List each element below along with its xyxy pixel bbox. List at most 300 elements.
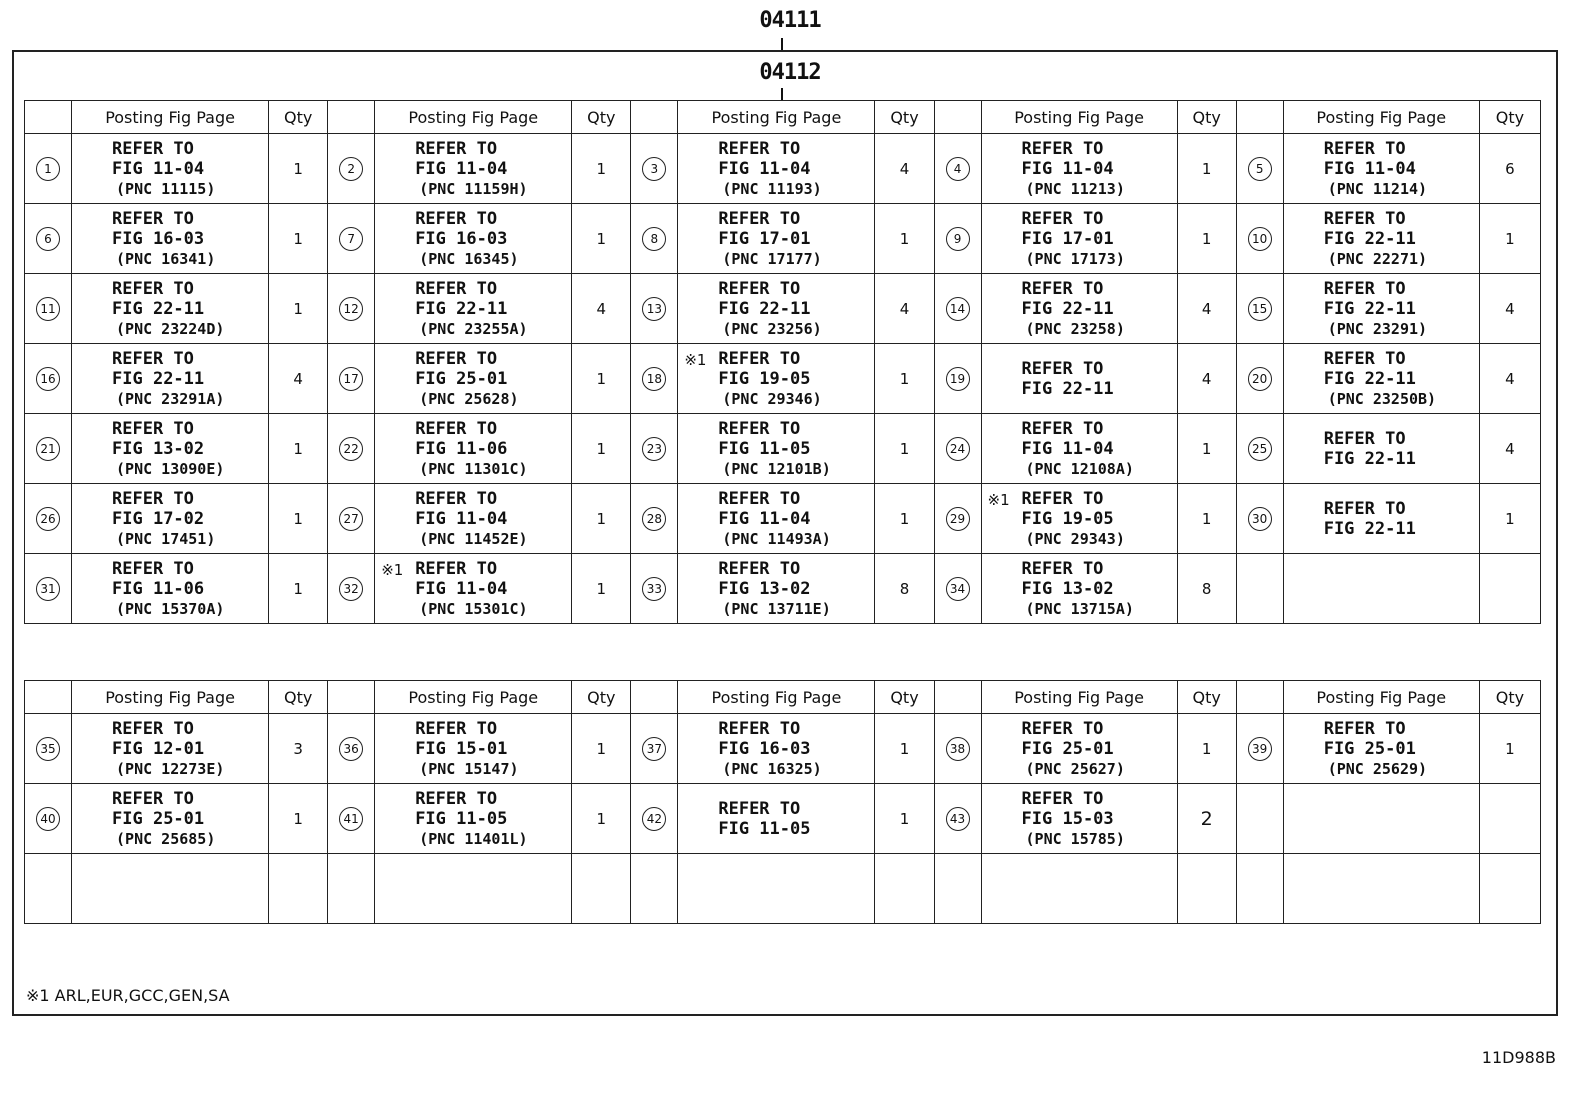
header-index-blank <box>25 681 72 714</box>
header-index-blank <box>631 101 678 134</box>
table-row <box>25 484 1541 554</box>
item-number-cell <box>934 554 981 624</box>
fig-reference: FIG 22-11 <box>112 298 205 319</box>
item-number-cell <box>1236 344 1283 414</box>
posting-fig-page-cell <box>981 204 1177 274</box>
fig-reference: FIG 13-02 <box>1021 578 1114 599</box>
refer-to-text: REFER TO <box>415 418 498 439</box>
callout-number: 14 <box>946 297 970 321</box>
qty-cell <box>572 854 631 924</box>
item-number-cell <box>631 274 678 344</box>
posting-fig-page-cell <box>981 344 1177 414</box>
qty-cell: 1 <box>269 414 328 484</box>
callout-number: 40 <box>36 807 60 831</box>
fig-reference: FIG 17-02 <box>112 508 205 529</box>
pnc-number: (PNC 23224D) <box>116 319 225 338</box>
refer-to-text: REFER TO <box>718 278 801 299</box>
posting-fig-page-cell <box>1283 484 1479 554</box>
refer-to-text: REFER TO <box>415 348 498 369</box>
item-number-cell <box>328 204 375 274</box>
item-number-cell <box>1236 134 1283 204</box>
pnc-number: (PNC 11401L) <box>419 829 528 848</box>
qty-cell: 1 <box>1177 204 1236 274</box>
header-qty: Qty <box>1479 681 1540 714</box>
header-posting-fig-page: Posting Fig Page <box>1283 101 1479 134</box>
pnc-number: (PNC 13715A) <box>1025 599 1134 618</box>
pnc-number: (PNC 15785) <box>1025 829 1125 848</box>
qty-cell: 1 <box>1479 714 1540 784</box>
header-posting-fig-page: Posting Fig Page <box>1283 681 1479 714</box>
fig-reference: FIG 11-06 <box>415 438 508 459</box>
assembly-code-tick <box>781 38 783 50</box>
callout-number: 15 <box>1248 297 1272 321</box>
pnc-number: (PNC 17177) <box>722 249 822 268</box>
pnc-number: (PNC 25628) <box>419 389 519 408</box>
qty-cell: 1 <box>572 204 631 274</box>
table-row <box>25 344 1541 414</box>
qty-cell <box>1479 784 1540 854</box>
posting-fig-page-cell <box>375 714 572 784</box>
item-number-cell <box>631 554 678 624</box>
item-number-cell <box>25 484 72 554</box>
qty-cell: 2 <box>1177 784 1236 854</box>
header-index-blank <box>631 681 678 714</box>
callout-number: 23 <box>642 437 666 461</box>
pnc-number: (PNC 11213) <box>1025 179 1125 198</box>
fig-reference: FIG 16-03 <box>718 738 811 759</box>
pnc-number: (PNC 11493A) <box>722 529 831 548</box>
header-index-blank <box>25 101 72 134</box>
callout-number: 5 <box>1248 157 1272 181</box>
fig-reference: FIG 11-04 <box>415 578 508 599</box>
pnc-number: (PNC 16345) <box>419 249 519 268</box>
item-number-cell <box>631 854 678 924</box>
qty-cell: 4 <box>1177 274 1236 344</box>
posting-fig-page-cell <box>72 344 269 414</box>
callout-number: 33 <box>642 577 666 601</box>
refer-to-text: REFER TO <box>718 208 801 229</box>
item-number-cell <box>1236 414 1283 484</box>
posting-fig-page-cell <box>678 274 875 344</box>
header-posting-fig-page: Posting Fig Page <box>678 681 875 714</box>
callout-number: 25 <box>1248 437 1272 461</box>
header-posting-fig-page: Posting Fig Page <box>981 101 1177 134</box>
refer-to-text: REFER TO <box>1323 138 1406 159</box>
refer-to-text: REFER TO <box>112 278 194 299</box>
posting-fig-page-cell <box>1283 784 1479 854</box>
item-number-cell <box>328 344 375 414</box>
fig-reference: FIG 13-02 <box>718 578 811 599</box>
item-number-cell <box>328 554 375 624</box>
fig-reference: FIG 25-01 <box>1021 738 1114 759</box>
item-number-cell <box>25 854 72 924</box>
table-row <box>25 784 1541 854</box>
item-number-cell <box>934 714 981 784</box>
posting-fig-page-cell <box>981 554 1177 624</box>
qty-cell: 1 <box>875 414 934 484</box>
fig-reference: FIG 11-05 <box>718 818 811 839</box>
refer-to-text: REFER TO <box>415 558 498 579</box>
item-number-cell <box>934 784 981 854</box>
pnc-number: (PNC 15147) <box>419 759 519 778</box>
posting-fig-page-cell <box>1283 344 1479 414</box>
pnc-number: (PNC 11452E) <box>419 529 528 548</box>
posting-fig-page-cell <box>1283 274 1479 344</box>
posting-fig-page-cell <box>375 204 572 274</box>
fig-reference: FIG 22-11 <box>415 298 508 319</box>
fig-reference: FIG 22-11 <box>1323 448 1416 469</box>
posting-fig-page-cell <box>678 554 875 624</box>
header-qty: Qty <box>572 101 631 134</box>
header-qty: Qty <box>1479 101 1540 134</box>
posting-fig-page-cell <box>72 414 269 484</box>
qty-cell: 4 <box>875 274 934 344</box>
fig-reference: FIG 17-01 <box>718 228 811 249</box>
callout-number: 37 <box>642 737 666 761</box>
pnc-number: (PNC 11115) <box>116 179 216 198</box>
callout-number: 38 <box>946 737 970 761</box>
refer-to-text: REFER TO <box>112 558 194 579</box>
fig-reference: FIG 22-11 <box>718 298 811 319</box>
item-number-cell <box>25 344 72 414</box>
refer-to-text: REFER TO <box>415 718 498 739</box>
item-number-cell <box>631 414 678 484</box>
refer-to-text: REFER TO <box>1021 358 1104 379</box>
qty-cell: 1 <box>1177 414 1236 484</box>
qty-cell <box>875 854 934 924</box>
qty-cell: 6 <box>1479 134 1540 204</box>
posting-fig-page-cell <box>1283 554 1479 624</box>
pnc-number: (PNC 13711E) <box>722 599 831 618</box>
header-index-blank <box>1236 681 1283 714</box>
header-posting-fig-page: Posting Fig Page <box>678 101 875 134</box>
posting-fig-page-cell <box>981 854 1177 924</box>
refer-to-text: REFER TO <box>1021 718 1104 739</box>
refer-to-text: REFER TO <box>415 488 498 509</box>
fig-reference: FIG 22-11 <box>1021 298 1114 319</box>
posting-fig-page-cell <box>72 714 269 784</box>
item-number-cell <box>328 134 375 204</box>
refer-to-text: REFER TO <box>1021 278 1104 299</box>
parts-reference-table-2 <box>24 680 1541 924</box>
qty-cell: 4 <box>1177 344 1236 414</box>
qty-cell <box>1479 554 1540 624</box>
fig-reference: FIG 17-01 <box>1021 228 1114 249</box>
qty-cell <box>269 854 328 924</box>
posting-fig-page-cell <box>678 134 875 204</box>
refer-to-text: REFER TO <box>718 718 801 739</box>
pnc-number: (PNC 12108A) <box>1025 459 1134 478</box>
posting-fig-page-cell <box>375 484 572 554</box>
pnc-number: (PNC 23258) <box>1025 319 1125 338</box>
pnc-number: (PNC 16325) <box>722 759 822 778</box>
item-number-cell <box>1236 714 1283 784</box>
fig-reference: FIG 22-11 <box>1323 298 1416 319</box>
refer-to-text: REFER TO <box>718 798 801 819</box>
footnote-marker: ※1 <box>381 561 404 579</box>
callout-number: 6 <box>36 227 60 251</box>
fig-reference: FIG 11-04 <box>1021 438 1114 459</box>
header-qty: Qty <box>572 681 631 714</box>
pnc-number: (PNC 11301C) <box>419 459 528 478</box>
posting-fig-page-cell <box>1283 134 1479 204</box>
header-posting-fig-page: Posting Fig Page <box>72 681 269 714</box>
refer-to-text: REFER TO <box>1021 208 1104 229</box>
callout-number: 20 <box>1248 367 1272 391</box>
qty-cell: 1 <box>1479 484 1540 554</box>
refer-to-text: REFER TO <box>415 278 498 299</box>
item-number-cell <box>934 134 981 204</box>
pnc-number: (PNC 23250B) <box>1327 389 1437 408</box>
refer-to-text: REFER TO <box>1323 278 1406 299</box>
qty-cell: 1 <box>572 784 631 854</box>
callout-number: 21 <box>36 437 60 461</box>
pnc-number: (PNC 11214) <box>1327 179 1428 198</box>
qty-cell: 1 <box>875 344 934 414</box>
header-posting-fig-page: Posting Fig Page <box>375 681 572 714</box>
item-number-cell <box>25 554 72 624</box>
header-qty: Qty <box>1177 101 1236 134</box>
pnc-number: (PNC 23291) <box>1327 319 1428 338</box>
posting-fig-page-cell <box>72 484 269 554</box>
fig-reference: FIG 11-04 <box>1323 158 1416 179</box>
item-number-cell <box>1236 784 1283 854</box>
header-posting-fig-page: Posting Fig Page <box>375 101 572 134</box>
refer-to-text: REFER TO <box>1021 418 1104 439</box>
fig-reference: FIG 15-01 <box>415 738 508 759</box>
posting-fig-page-cell <box>678 714 875 784</box>
fig-reference: FIG 11-04 <box>415 508 508 529</box>
footnote-marker: ※1 <box>684 351 707 369</box>
qty-cell: 4 <box>572 274 631 344</box>
qty-cell: 1 <box>875 784 934 854</box>
posting-fig-page-cell <box>72 204 269 274</box>
sub-assembly-code: 04112 <box>759 60 821 85</box>
callout-number: 13 <box>642 297 666 321</box>
refer-to-text: REFER TO <box>1021 138 1104 159</box>
posting-fig-page-cell <box>678 414 875 484</box>
footnote-marker: ※1 <box>987 491 1010 509</box>
callout-number: 29 <box>946 507 970 531</box>
callout-number: 43 <box>946 807 970 831</box>
qty-cell: 4 <box>875 134 934 204</box>
qty-cell: 1 <box>572 414 631 484</box>
posting-fig-page-cell <box>678 344 875 414</box>
pnc-number: (PNC 11159H) <box>419 179 528 198</box>
image-id: 11D988B <box>1481 1048 1556 1067</box>
item-number-cell <box>328 274 375 344</box>
posting-fig-page-cell <box>72 134 269 204</box>
posting-fig-page-cell <box>678 484 875 554</box>
callout-number: 24 <box>946 437 970 461</box>
parts-reference-table-1 <box>24 100 1541 624</box>
sub-assembly-code-tick <box>781 88 783 100</box>
item-number-cell <box>1236 554 1283 624</box>
refer-to-text: REFER TO <box>415 208 498 229</box>
qty-cell: 4 <box>1479 414 1540 484</box>
refer-to-text: REFER TO <box>718 138 801 159</box>
pnc-number: (PNC 16341) <box>116 249 216 268</box>
callout-number: 1 <box>36 157 60 181</box>
qty-cell <box>1479 854 1540 924</box>
item-number-cell <box>25 784 72 854</box>
fig-reference: FIG 11-04 <box>718 508 811 529</box>
table-row <box>25 554 1541 624</box>
posting-fig-page-cell <box>1283 854 1479 924</box>
refer-to-text: REFER TO <box>415 788 498 809</box>
item-number-cell <box>934 484 981 554</box>
posting-fig-page-cell <box>981 274 1177 344</box>
pnc-number: (PNC 29343) <box>1025 529 1125 548</box>
item-number-cell <box>328 854 375 924</box>
item-number-cell <box>934 854 981 924</box>
item-number-cell <box>1236 274 1283 344</box>
qty-cell: 4 <box>1479 344 1540 414</box>
callout-number: 42 <box>642 807 666 831</box>
header-posting-fig-page: Posting Fig Page <box>981 681 1177 714</box>
qty-cell: 4 <box>1479 274 1540 344</box>
fig-reference: FIG 22-11 <box>1323 518 1416 539</box>
header-qty: Qty <box>269 101 328 134</box>
fig-reference: FIG 22-11 <box>1323 228 1416 249</box>
item-number-cell <box>631 134 678 204</box>
qty-cell: 1 <box>1177 484 1236 554</box>
fig-reference: FIG 11-04 <box>1021 158 1114 179</box>
posting-fig-page-cell <box>72 784 269 854</box>
item-number-cell <box>25 274 72 344</box>
pnc-number: (PNC 17451) <box>116 529 216 548</box>
pnc-number: (PNC 15301C) <box>419 599 528 618</box>
pnc-number: (PNC 13090E) <box>116 459 225 478</box>
fig-reference: FIG 22-11 <box>112 368 205 389</box>
refer-to-text: REFER TO <box>718 418 801 439</box>
refer-to-text: REFER TO <box>112 208 194 229</box>
pnc-number: (PNC 23256) <box>722 319 822 338</box>
pnc-number: (PNC 25685) <box>116 829 216 848</box>
qty-cell: 1 <box>875 484 934 554</box>
qty-cell: 1 <box>269 204 328 274</box>
posting-fig-page-cell <box>1283 714 1479 784</box>
fig-reference: FIG 11-05 <box>718 438 811 459</box>
fig-reference: FIG 11-05 <box>415 808 508 829</box>
fig-reference: FIG 11-04 <box>718 158 811 179</box>
item-number-cell <box>934 204 981 274</box>
assembly-code: 04111 <box>759 8 821 33</box>
posting-fig-page-cell <box>981 714 1177 784</box>
fig-reference: FIG 11-04 <box>415 158 508 179</box>
callout-number: 16 <box>36 367 60 391</box>
qty-cell: 1 <box>269 554 328 624</box>
item-number-cell <box>25 414 72 484</box>
qty-cell <box>1177 854 1236 924</box>
callout-number: 19 <box>946 367 970 391</box>
callout-number: 32 <box>339 577 363 601</box>
qty-cell: 3 <box>269 714 328 784</box>
pnc-number: (PNC 11193) <box>722 179 822 198</box>
fig-reference: FIG 19-05 <box>718 368 811 389</box>
pnc-number: (PNC 15370A) <box>116 599 225 618</box>
item-number-cell <box>328 484 375 554</box>
refer-to-text: REFER TO <box>112 348 194 369</box>
posting-fig-page-cell <box>1283 204 1479 274</box>
refer-to-text: REFER TO <box>112 718 194 739</box>
callout-number: 3 <box>642 157 666 181</box>
item-number-cell <box>25 134 72 204</box>
item-number-cell <box>25 204 72 274</box>
callout-number: 41 <box>339 807 363 831</box>
qty-cell: 1 <box>269 484 328 554</box>
refer-to-text: REFER TO <box>718 558 801 579</box>
fig-reference: FIG 25-01 <box>415 368 508 389</box>
qty-cell: 1 <box>269 134 328 204</box>
item-number-cell <box>631 714 678 784</box>
fig-reference: FIG 25-01 <box>1323 738 1416 759</box>
item-number-cell <box>631 204 678 274</box>
fig-reference: FIG 22-11 <box>1323 368 1416 389</box>
callout-number: 12 <box>339 297 363 321</box>
refer-to-text: REFER TO <box>1323 428 1406 449</box>
fig-reference: FIG 25-01 <box>112 808 205 829</box>
refer-to-text: REFER TO <box>718 348 801 369</box>
qty-cell: 1 <box>269 784 328 854</box>
callout-number: 8 <box>642 227 666 251</box>
item-number-cell <box>1236 484 1283 554</box>
qty-cell: 1 <box>572 134 631 204</box>
callout-number: 22 <box>339 437 363 461</box>
refer-to-text: REFER TO <box>1021 558 1104 579</box>
posting-fig-page-cell <box>981 134 1177 204</box>
refer-to-text: REFER TO <box>1021 488 1104 509</box>
qty-cell: 8 <box>1177 554 1236 624</box>
posting-fig-page-cell <box>72 274 269 344</box>
callout-number: 4 <box>946 157 970 181</box>
pnc-number: (PNC 25629) <box>1327 759 1428 778</box>
fig-reference: FIG 13-02 <box>112 438 205 459</box>
table-row <box>25 414 1541 484</box>
posting-fig-page-cell <box>678 854 875 924</box>
qty-cell: 1 <box>572 554 631 624</box>
pnc-number: (PNC 12101B) <box>722 459 831 478</box>
header-qty: Qty <box>1177 681 1236 714</box>
qty-cell: 1 <box>572 484 631 554</box>
refer-to-text: REFER TO <box>1323 208 1406 229</box>
qty-cell: 1 <box>875 204 934 274</box>
item-number-cell <box>25 714 72 784</box>
posting-fig-page-cell <box>375 134 572 204</box>
posting-fig-page-cell <box>375 784 572 854</box>
callout-number: 36 <box>339 737 363 761</box>
table-row <box>25 714 1541 784</box>
posting-fig-page-cell <box>72 854 269 924</box>
refer-to-text: REFER TO <box>415 138 498 159</box>
posting-fig-page-cell <box>375 414 572 484</box>
callout-number: 9 <box>946 227 970 251</box>
qty-cell: 4 <box>269 344 328 414</box>
table-row <box>25 854 1541 924</box>
item-number-cell <box>328 414 375 484</box>
refer-to-text: REFER TO <box>112 418 194 439</box>
posting-fig-page-cell <box>375 274 572 344</box>
refer-to-text: REFER TO <box>1323 718 1406 739</box>
item-number-cell <box>631 484 678 554</box>
refer-to-text: REFER TO <box>1021 788 1104 809</box>
refer-to-text: REFER TO <box>112 488 194 509</box>
item-number-cell <box>631 344 678 414</box>
pnc-number: (PNC 12273E) <box>116 759 225 778</box>
posting-fig-page-cell <box>375 854 572 924</box>
posting-fig-page-cell <box>981 484 1177 554</box>
fig-reference: FIG 16-03 <box>112 228 205 249</box>
